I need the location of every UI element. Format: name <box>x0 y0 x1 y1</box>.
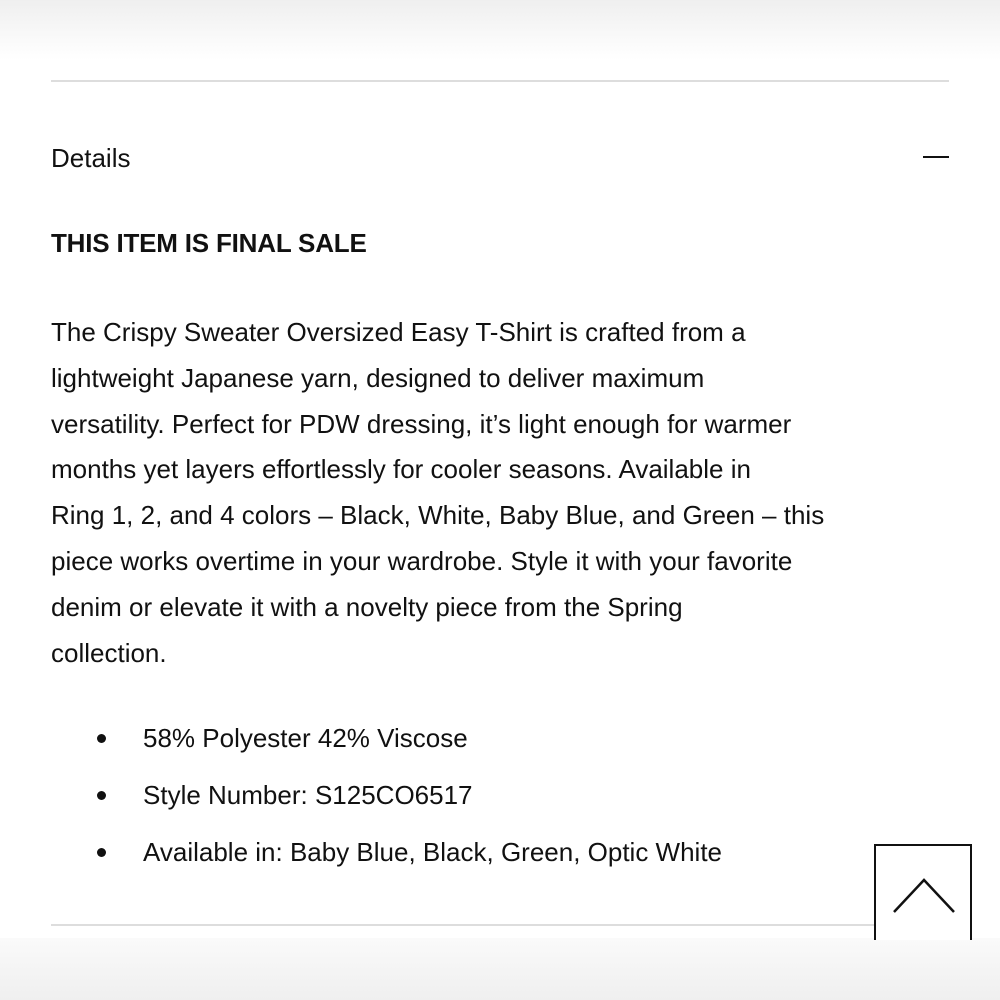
description-line: lightweight Japanese yarn, designed to deliver maximum <box>51 362 705 393</box>
bottom-fade <box>0 938 1000 1000</box>
list-item <box>51 830 851 887</box>
chevron-up-icon <box>892 874 956 914</box>
feature-text: 58% Polyester 42% Viscose <box>143 723 468 753</box>
details-title: Details <box>51 143 131 173</box>
top-fade <box>0 0 1000 60</box>
product-description <box>51 310 931 676</box>
back-to-top-button[interactable] <box>874 844 972 940</box>
feature-text: Available in: Baby Blue, Black, Green, Optic White <box>143 837 723 867</box>
top-divider <box>51 80 949 82</box>
list-item <box>51 716 851 773</box>
description-line: The Crispy Sweater Oversized Easy T-Shirt is crafted from a <box>51 317 746 347</box>
details-accordion-header[interactable] <box>51 132 949 184</box>
bullet-icon <box>97 791 106 800</box>
bullet-icon <box>97 848 106 857</box>
bottom-divider <box>51 924 949 926</box>
description-line: piece works overtime in your wardrobe. Style it with your favorite <box>51 545 793 576</box>
list-item <box>51 773 851 830</box>
description-line: versatility. Perfect for PDW dressing, it’s light enough for warmer <box>51 408 792 439</box>
description-line: months yet layers effortlessly for cooler seasons. Available in <box>51 454 751 485</box>
feature-text: Style Number: S125CO6517 <box>143 780 473 810</box>
description-line: Ring 1, 2, and 4 colors – Black, White, Baby Blue, and Green – this <box>51 500 825 531</box>
description-line: collection. <box>51 637 167 668</box>
minus-icon[interactable] <box>923 156 949 158</box>
feature-list <box>51 716 851 887</box>
final-sale-notice: THIS ITEM IS FINAL SALE <box>51 228 367 258</box>
bullet-icon <box>97 734 106 743</box>
description-line: denim or elevate it with a novelty piece from the Spring <box>51 591 683 622</box>
